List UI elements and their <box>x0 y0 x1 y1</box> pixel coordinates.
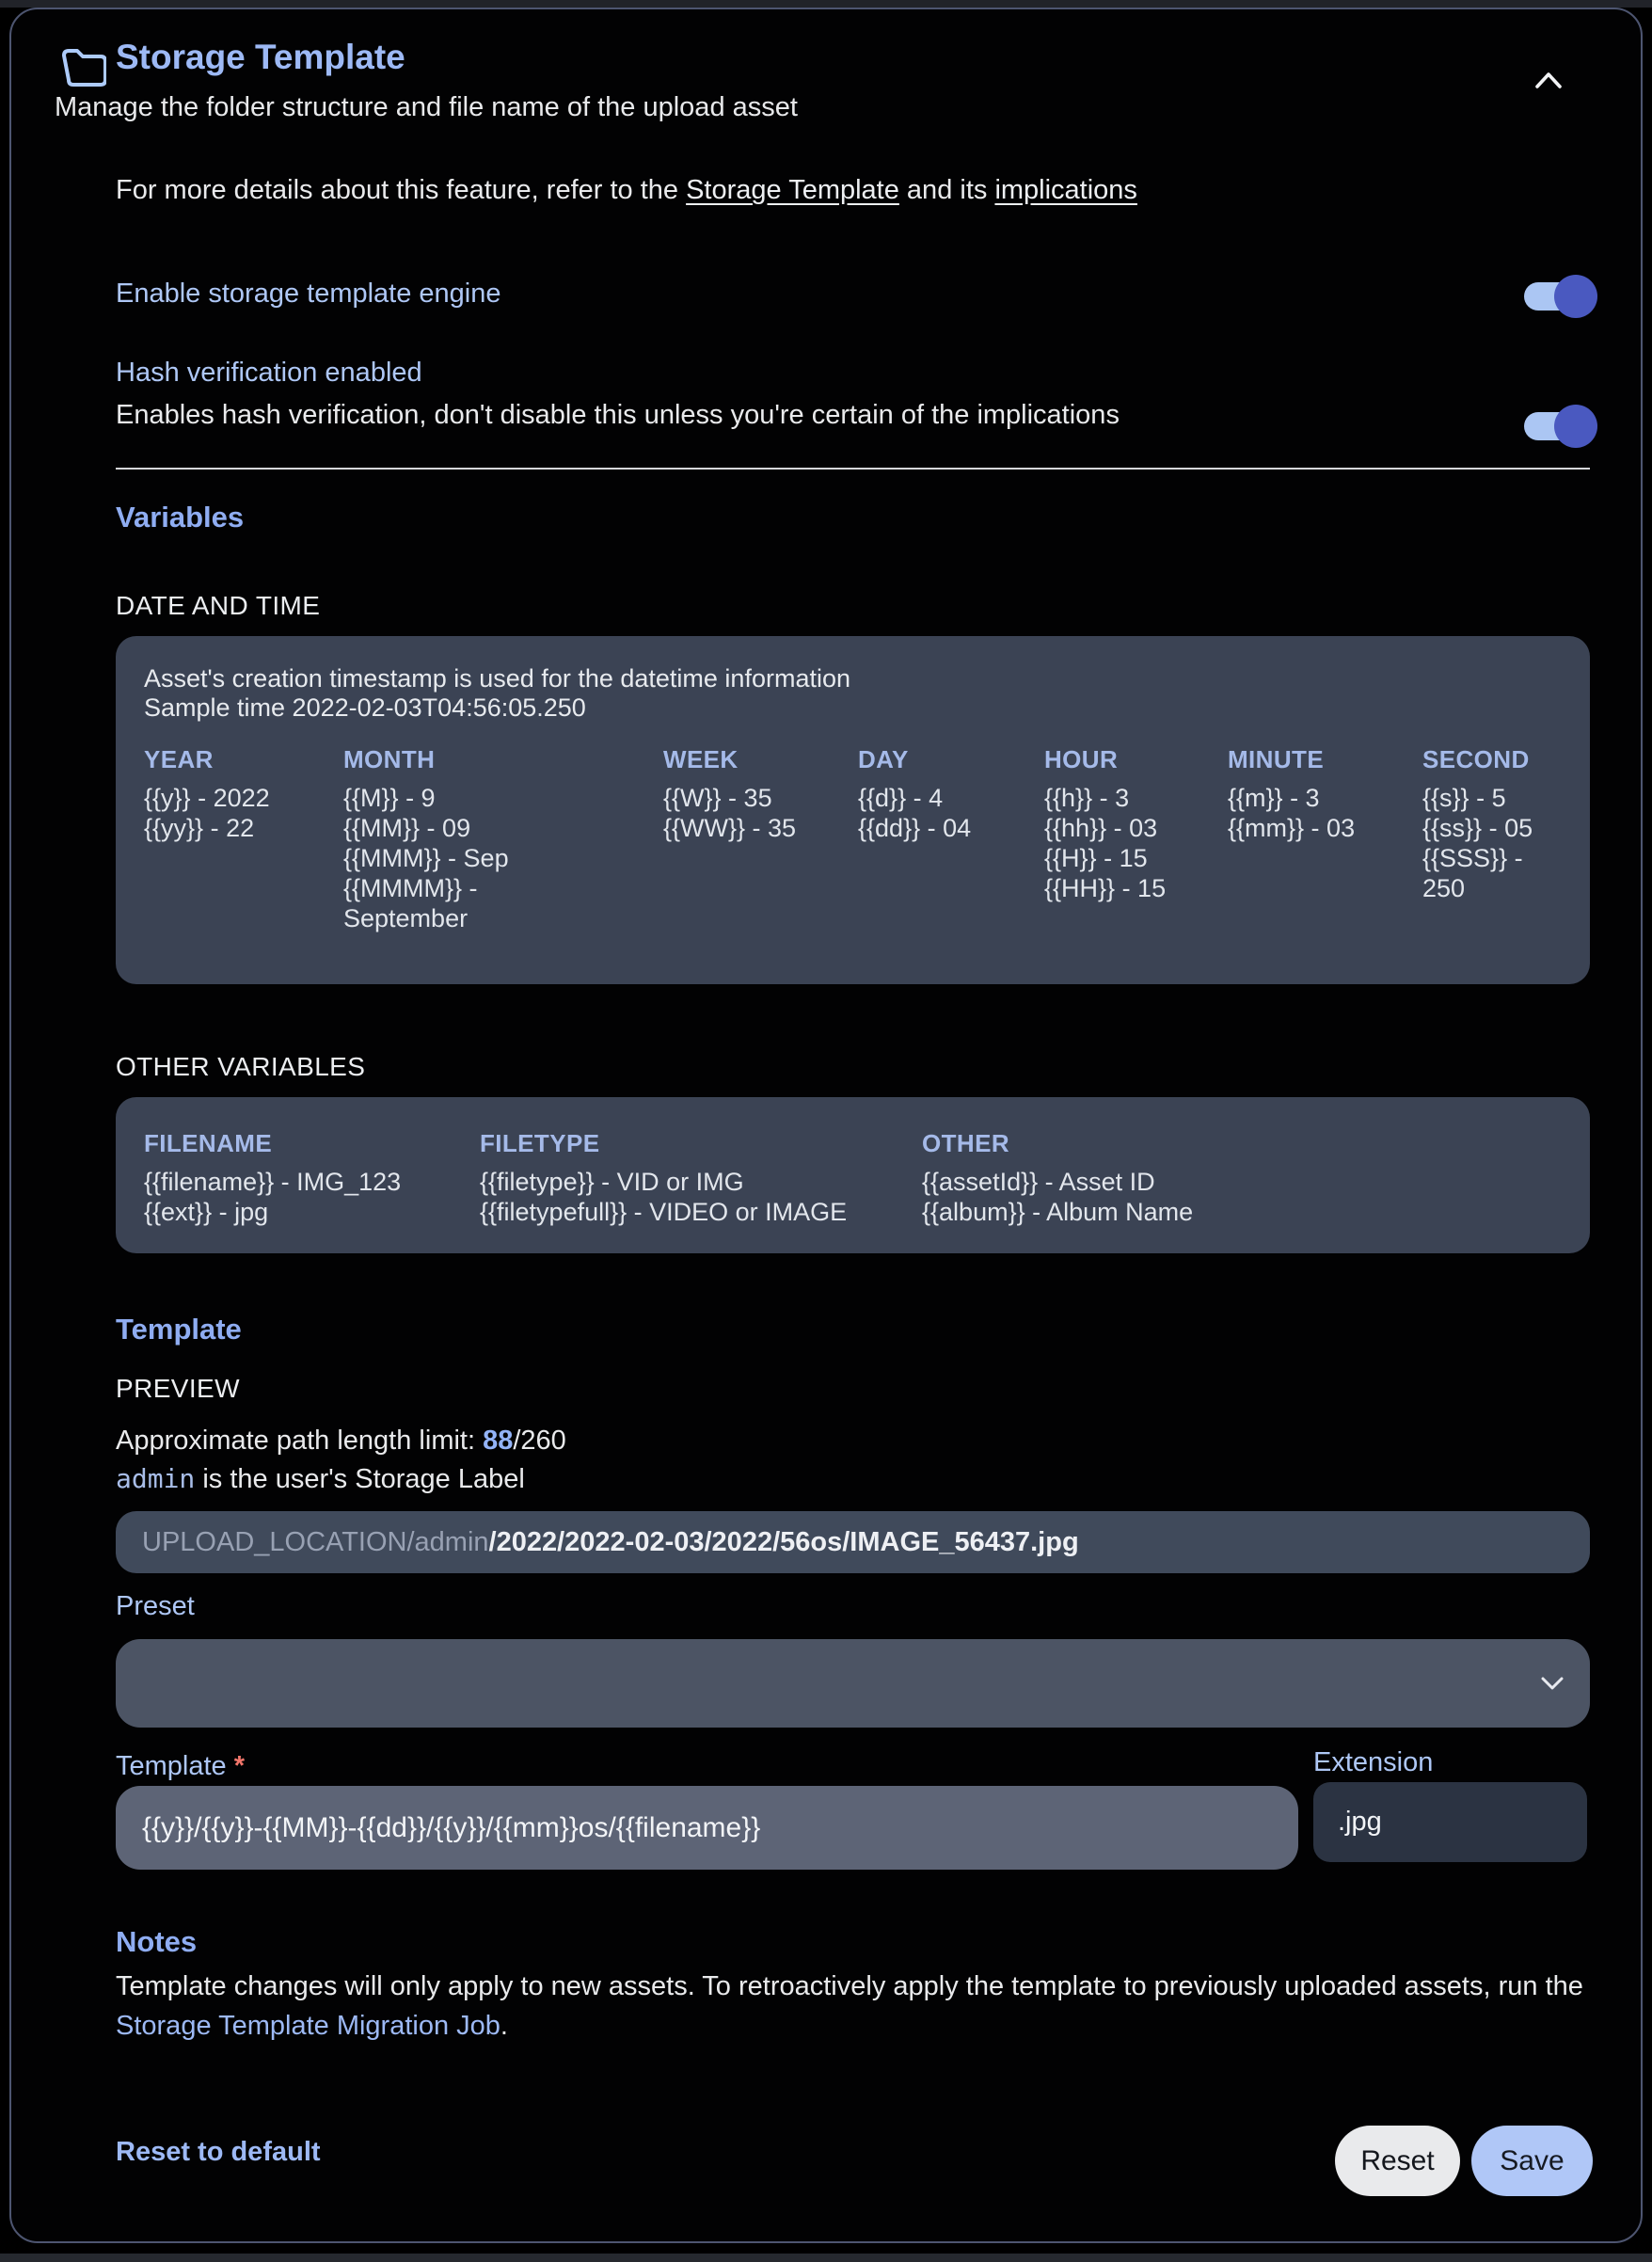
preview-path-muted: UPLOAD_LOCATION/admin <box>142 1527 489 1557</box>
storage-template-link[interactable]: Storage Template <box>686 175 899 205</box>
path-limit-text <box>116 1426 566 1457</box>
variable-entry: {{album}} - Album Name <box>922 1198 1194 1226</box>
panel-subtitle: Manage the folder structure and file name of the upload asset <box>55 92 798 122</box>
preview-path <box>116 1511 1590 1573</box>
variable-entry: {{SSS}} - 250 <box>1422 844 1523 902</box>
notes-text <box>116 1967 1590 2046</box>
storage-label-text <box>116 1463 525 1495</box>
variable-column <box>480 1129 922 1227</box>
top-strip <box>0 0 1652 8</box>
variable-entry: {{filetypefull}} - VIDEO or IMAGE <box>480 1198 848 1226</box>
variable-entry: {{mm}} - 03 <box>1228 814 1356 842</box>
variable-entry: {{H}} - 15 <box>1044 844 1148 872</box>
variable-entry: {{dd}} - 04 <box>858 814 972 842</box>
preview-label: PREVIEW <box>116 1374 240 1403</box>
notes-suffix: . <box>500 2011 508 2041</box>
column-header: WEEK <box>663 745 739 773</box>
details-prefix: For more details about this feature, refer to the <box>116 175 687 205</box>
variable-entry: {{ext}} - jpg <box>144 1198 269 1226</box>
enable-storage-template-toggle[interactable] <box>1524 282 1592 311</box>
extension-input[interactable] <box>1313 1782 1587 1862</box>
column-header: YEAR <box>144 745 214 773</box>
chevron-up-icon <box>1528 86 1569 102</box>
chevron-down-icon <box>1539 1675 1565 1696</box>
variable-entry: {{assetId}} - Asset ID <box>922 1168 1155 1196</box>
template-label-text: Template <box>116 1751 227 1781</box>
path-limit-value: 88 <box>483 1426 514 1456</box>
preset-label: Preset <box>116 1591 195 1621</box>
variable-entry: {{M}} - 9 <box>343 784 436 812</box>
column-header: DAY <box>858 745 909 773</box>
column-header: MINUTE <box>1228 745 1325 773</box>
hash-verification-label: Hash verification enabled <box>116 358 422 388</box>
other-variables-grid <box>144 1129 1562 1227</box>
variable-entry: {{yy}} - 22 <box>144 814 255 842</box>
hash-verification-toggle[interactable] <box>1524 412 1592 440</box>
storage-label-user: admin <box>116 1463 196 1494</box>
reset-button[interactable]: Reset <box>1335 2126 1460 2196</box>
variable-entry: {{filetype}} - VID or IMG <box>480 1168 744 1196</box>
variable-entry: {{hh}} - 03 <box>1044 814 1158 842</box>
variable-column <box>343 745 569 933</box>
datetime-label: DATE AND TIME <box>116 591 321 620</box>
variable-entry: {{h}} - 3 <box>1044 784 1130 812</box>
variables-heading: Variables <box>116 501 245 534</box>
variable-entry: {{y}} - 2022 <box>144 784 270 812</box>
variable-entry: {{WW}} - 35 <box>663 814 797 842</box>
variable-entry: {{s}} - 5 <box>1422 784 1506 812</box>
notes-prefix: Template changes will only apply to new assets. To retroactively apply the template to previously uploaded assets, run the <box>116 1971 1583 2001</box>
template-label <box>116 1751 245 1782</box>
variable-column <box>663 745 806 933</box>
variable-entry: {{m}} - 3 <box>1228 784 1320 812</box>
variable-column <box>858 745 988 933</box>
panel-title: Storage Template <box>116 38 405 76</box>
collapse-button[interactable] <box>1528 64 1573 105</box>
variable-entry: {{W}} - 35 <box>663 784 772 812</box>
reset-to-default-link[interactable]: Reset to default <box>116 2137 321 2167</box>
enable-storage-template-label: Enable storage template engine <box>116 279 501 309</box>
variable-entry: {{ss}} - 05 <box>1422 814 1533 842</box>
variable-column <box>144 745 287 933</box>
storage-label-suffix: is the user's Storage Label <box>195 1464 525 1494</box>
variable-entry: {{MMM}} - Sep <box>343 844 509 872</box>
variable-column <box>1228 745 1359 933</box>
required-asterisk: * <box>233 1751 246 1781</box>
preset-select[interactable] <box>116 1639 1590 1728</box>
datetime-note: Asset's creation timestamp is used for the datetime information <box>144 664 850 693</box>
variable-entry: {{filename}} - IMG_123 <box>144 1168 402 1196</box>
column-header: FILENAME <box>144 1129 273 1157</box>
folder-icon <box>59 45 106 91</box>
datetime-sample: Sample time 2022-02-03T04:56:05.250 <box>144 693 586 722</box>
variable-entry: {{d}} - 4 <box>858 784 944 812</box>
storage-template-panel <box>9 8 1643 2243</box>
divider <box>116 468 1590 470</box>
column-header: FILETYPE <box>480 1129 600 1157</box>
toggle-knob <box>1554 405 1597 448</box>
other-variables-label: OTHER VARIABLES <box>116 1052 366 1081</box>
variable-entry: {{MMMM}} - September <box>343 874 478 932</box>
column-header: SECOND <box>1422 745 1530 773</box>
variable-entry: {{MM}} - 09 <box>343 814 471 842</box>
column-header: OTHER <box>922 1129 1009 1157</box>
variable-column <box>1422 745 1562 933</box>
details-middle: and its <box>898 175 995 205</box>
extension-label: Extension <box>1313 1747 1434 1777</box>
save-button[interactable]: Save <box>1471 2126 1593 2196</box>
column-header: HOUR <box>1044 745 1119 773</box>
variable-column <box>922 1129 1562 1227</box>
path-limit-suffix: /260 <box>513 1426 566 1456</box>
datetime-grid <box>144 745 1562 933</box>
hash-verification-description: Enables hash verification, don't disable this unless you're certain of the implications <box>116 400 1120 430</box>
datetime-card <box>116 636 1590 984</box>
other-variables-card <box>116 1097 1590 1253</box>
preview-path-rest: /2022/2022-02-03/2022/56os/IMAGE_56437.jpg <box>488 1527 1079 1557</box>
template-input[interactable] <box>116 1786 1298 1870</box>
template-heading: Template <box>116 1313 242 1346</box>
migration-job-link[interactable]: Storage Template Migration Job <box>116 2011 500 2041</box>
variable-column <box>1044 745 1177 933</box>
toggle-knob <box>1554 275 1597 318</box>
column-header: MONTH <box>343 745 436 773</box>
notes-heading: Notes <box>116 1925 198 1958</box>
bottom-strip <box>0 2254 1652 2262</box>
variable-entry: {{HH}} - 15 <box>1044 874 1167 902</box>
implications-link[interactable]: implications <box>994 175 1137 205</box>
variable-column <box>144 1129 480 1227</box>
details-text <box>116 175 1137 206</box>
path-limit-prefix: Approximate path length limit: <box>116 1426 484 1456</box>
